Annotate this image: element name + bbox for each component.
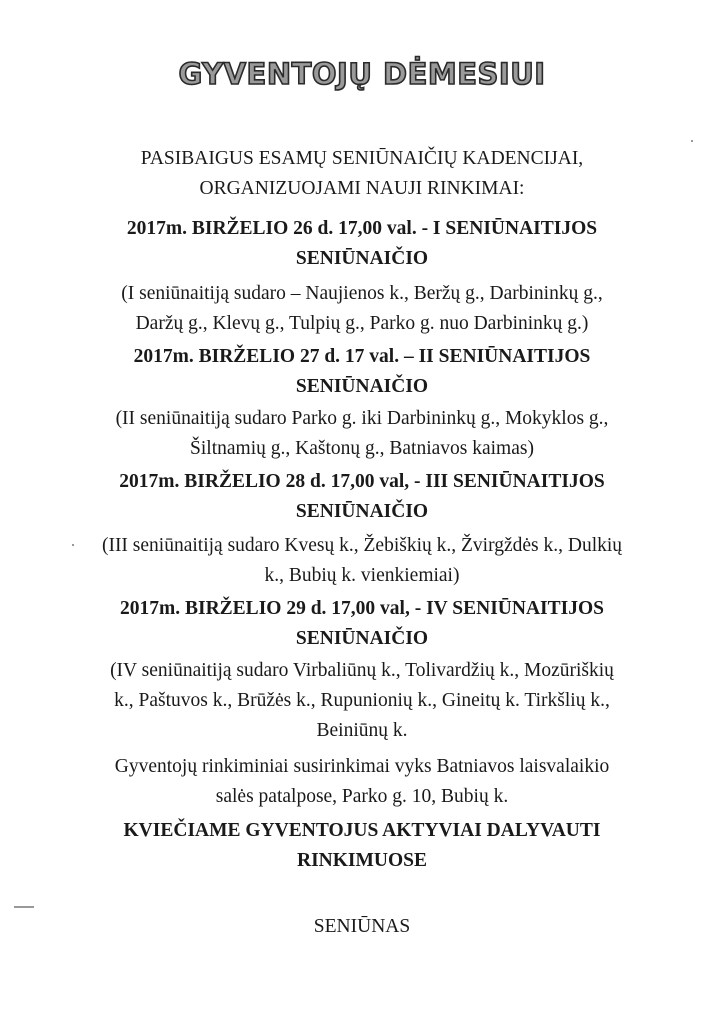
election-heading-line: SENIŪNAIČIO bbox=[295, 501, 429, 522]
meeting-info-line: Gyventojų rinkiminiai susirinkimai vyks Batniavos laisvalaikio bbox=[114, 756, 610, 777]
election-heading-line: 2017m. BIRŽELIO 28 d. 17,00 val, - III SENIŪNAITIJOS bbox=[119, 471, 605, 492]
appeal-text bbox=[90, 816, 634, 876]
scan-speck bbox=[14, 906, 34, 908]
intro-line: ORGANIZUOJAMI NAUJI RINKIMAI: bbox=[199, 178, 525, 199]
appeal-line: RINKIMUOSE bbox=[296, 850, 428, 871]
election-heading-line: 2017m. BIRŽELIO 29 d. 17,00 val, - IV SENIŪNAITIJOS bbox=[120, 598, 604, 619]
signature bbox=[90, 912, 634, 942]
election-description-line: k., Bubių k. vienkiemiai) bbox=[264, 565, 460, 586]
election-heading bbox=[90, 594, 634, 654]
election-heading bbox=[90, 467, 634, 527]
election-description bbox=[90, 279, 634, 339]
intro-line: PASIBAIGUS ESAMŲ SENIŪNAIČIŲ KADENCIJAI, bbox=[140, 148, 584, 169]
election-description-line: (II seniūnaitiją sudaro Parko g. iki Darbininkų g., Mokyklos g., bbox=[115, 408, 609, 429]
election-description-line: (IV seniūnaitiją sudaro Virbaliūnų k., Tolivardžių k., Mozūriškių bbox=[110, 660, 614, 681]
election-description-line: (I seniūnaitiją sudaro – Naujienos k., Beržų g., Darbininkų g., bbox=[121, 283, 603, 304]
meeting-info bbox=[90, 752, 634, 812]
meeting-info-line: salės patalpose, Parko g. 10, Bubių k. bbox=[215, 786, 509, 807]
signature-text: SENIŪNAS bbox=[313, 916, 411, 937]
election-description-line: Beiniūnų k. bbox=[316, 720, 408, 741]
election-description bbox=[90, 656, 634, 746]
notice-title: GYVENTOJŲ DĖMESIUI bbox=[178, 57, 546, 91]
election-description bbox=[90, 404, 634, 464]
intro-text bbox=[90, 144, 634, 204]
election-heading bbox=[90, 214, 634, 274]
election-heading-line: 2017m. BIRŽELIO 27 d. 17 val. – II SENIŪNAITIJOS bbox=[133, 346, 591, 367]
election-heading bbox=[90, 342, 634, 402]
election-heading-line: 2017m. BIRŽELIO 26 d. 17,00 val. - I SENIŪNAITIJOS bbox=[126, 218, 598, 239]
election-description-line: Šiltnamių g., Kaštonų g., Batniavos kaimas) bbox=[190, 438, 534, 459]
election-description-line: k., Paštuvos k., Brūžės k., Rupunionių k., Gineitų k. Tirkšlių k., bbox=[114, 690, 610, 711]
election-heading-line: SENIŪNAIČIO bbox=[295, 628, 429, 649]
scan-speck bbox=[72, 544, 74, 546]
election-description bbox=[90, 531, 634, 591]
election-description-line: (III seniūnaitiją sudaro Kvesų k., Žebiškių k., Žvirgždės k., Dulkių bbox=[101, 535, 623, 556]
scan-speck bbox=[691, 140, 693, 142]
election-heading-line: SENIŪNAIČIO bbox=[295, 376, 429, 397]
appeal-line: KVIEČIAME GYVENTOJUS AKTYVIAI DALYVAUTI bbox=[123, 820, 601, 841]
election-heading-line: SENIŪNAIČIO bbox=[295, 248, 429, 269]
election-description-line: Daržų g., Klevų g., Tulpių g., Parko g. nuo Darbininkų g.) bbox=[135, 313, 589, 334]
